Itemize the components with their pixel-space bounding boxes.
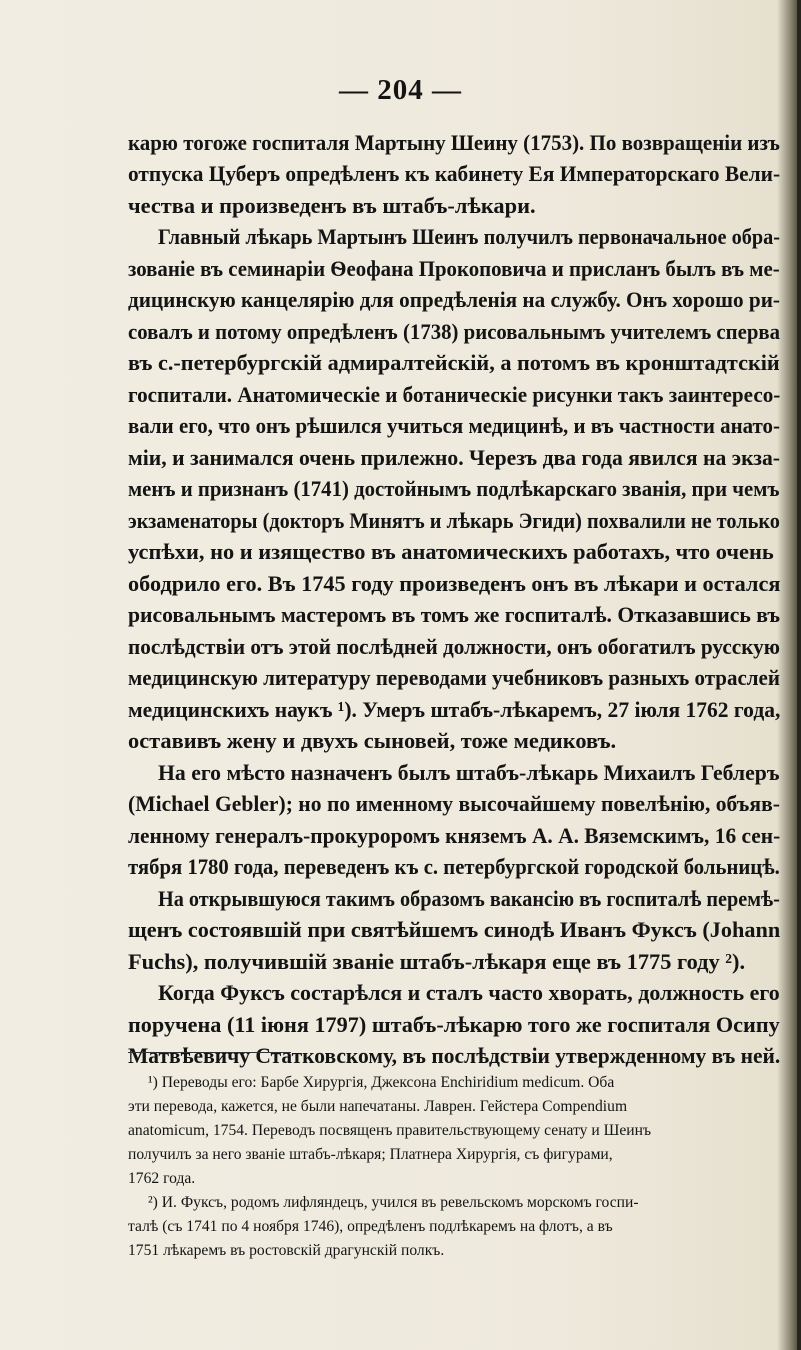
text-line: дицинскую канцелярію для опредѣленія на службу. Онъ хорошо ри-	[128, 287, 780, 312]
text-line: зованіе въ семинаріи Ѳеофана Прокоповича и присланъ былъ въ ме-	[128, 256, 780, 281]
text-line: оставивъ жену и двухъ сыновей, тоже медиковъ.	[128, 728, 617, 753]
text-line: госпитали. Анатомическіе и ботаническіе рисунки такъ заинтересо-	[128, 382, 781, 407]
text-line: медицинскую литературу переводами учебниковъ разныхъ отраслей	[128, 665, 780, 690]
text-line: міи, и занимался очень прилежно. Черезъ два года явился на экза-	[128, 445, 781, 470]
page-edge-shadow	[797, 0, 801, 1350]
text-line: чества и произведенъ въ штабъ-лѣкари.	[128, 193, 536, 218]
text-line: поручена (11 іюня 1797) штабъ-лѣкарю того же госпиталя Осипу	[128, 1012, 780, 1037]
text-line: послѣдствіи отъ этой послѣдней должности, онъ обогатилъ русскую	[128, 634, 780, 659]
text-line: медицинскихъ наукъ ¹). Умеръ штабъ-лѣкаремъ, 27 іюля 1762 года,	[128, 697, 781, 722]
footnote-line: получилъ за него званіе штабъ-лѣкаря; Платнера Хирургія, съ фигурами,	[128, 1146, 613, 1163]
text-line: вали его, что онъ рѣшился учиться медицинѣ, и въ частности анато-	[128, 413, 780, 438]
text-line: (Michael Gebler); но по именному высочайшему повелѣнію, объяв-	[128, 791, 780, 816]
footnote-line: ²) И. Фуксъ, родомъ лифляндецъ, учился въ ревельскомъ морскомъ госпи-	[148, 1194, 639, 1211]
text-line: Матвѣевичу Статковскому, въ послѣдствіи утвержденному въ ней.	[128, 1043, 781, 1068]
text-line: успѣхи, но и изящество въ анатомическихъ работахъ, что очень	[128, 539, 774, 564]
footnote-line: талѣ (съ 1741 по 4 ноября 1746), опредѣленъ подлѣкаремъ на флотъ, а въ	[128, 1218, 613, 1235]
footnote-line: anatomicum, 1754. Переводъ посвященъ правительствующему сенату и Шеинъ	[128, 1122, 652, 1139]
text-line: экзаменаторы (докторъ Минятъ и лѣкарь Эгиди) похвалили не только	[128, 508, 780, 533]
footnote-line: ¹) Переводы его: Барбе Хирургія, Джексона Enchiridium medicum. Оба	[148, 1074, 615, 1091]
text-line: На его мѣсто назначенъ былъ штабъ-лѣкарь Михаилъ Геблеръ	[158, 760, 780, 785]
footnote-line: эти перевода, кажется, не были напечатаны. Лаврен. Гейстера Compendium	[128, 1098, 628, 1115]
footnote-line: 1751 лѣкаремъ въ ростовскій драгунскій полкъ.	[128, 1242, 445, 1259]
text-line: рисовальнымъ мастеромъ въ томъ же госпиталѣ. Отказавшись въ	[128, 602, 781, 627]
text-line: тября 1780 года, переведенъ къ с. петербургской городской больницѣ.	[128, 854, 780, 879]
text-line: Когда Фуксъ состарѣлся и сталъ часто хворать, должность его	[158, 980, 780, 1005]
page-number: — 204 —	[339, 74, 462, 106]
text-line: щенъ состоявшій при святѣйшемъ синодѣ Иванъ Фуксъ (Johann	[128, 917, 781, 942]
footnote-divider	[128, 1052, 291, 1053]
text-line: отпуска Цуберъ опредѣленъ къ кабинету Ея Императорскаго Вели-	[128, 161, 781, 186]
text-line: ленному генералъ-прокуроромъ княземъ А. А. Вяземскимъ, 16 сен-	[128, 823, 781, 848]
text-line: менъ и признанъ (1741) достойнымъ подлѣкарскаго званія, при чемъ	[128, 476, 780, 501]
text-line: Главный лѣкарь Мартынъ Шеинъ получилъ первоначальное обра-	[158, 224, 781, 249]
text-line: карю тогоже госпиталя Мартыну Шеину (1753). По возвращеніи изъ	[128, 130, 780, 155]
text-line: въ с.-петербургскій адмиралтейскій, а потомъ въ кронштадтскій	[128, 350, 780, 375]
text-line: совалъ и потому опредѣленъ (1738) рисовальнымъ учителемъ сперва	[128, 319, 781, 344]
text-line: ободрило его. Въ 1745 году произведенъ онъ въ лѣкари и остался	[128, 571, 781, 596]
footnote-line: 1762 года.	[128, 1170, 196, 1187]
text-line: Fuchs), получившій званіе штабъ-лѣкаря еще въ 1775 году ²).	[128, 949, 746, 974]
text-line: На открывшуюся такимъ образомъ вакансію въ госпиталѣ перемѣ-	[158, 886, 780, 911]
